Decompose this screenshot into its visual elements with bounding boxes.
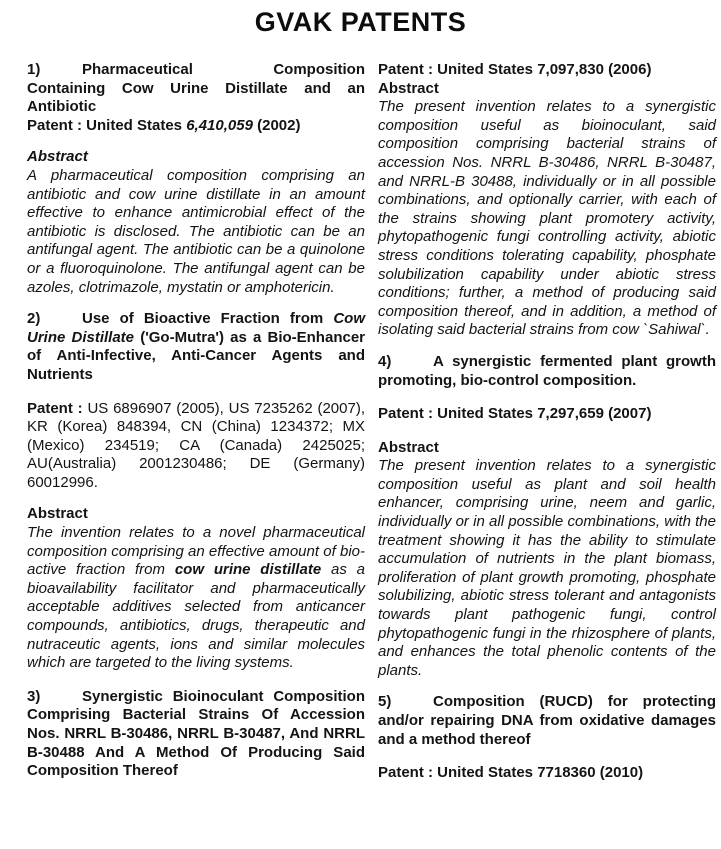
- entry-5-heading-text: Composition (RUCD) for protecting and/or repairing DNA from oxidative damages and a method thereof: [378, 693, 716, 748]
- entry-5-heading: [378, 693, 716, 749]
- entry-1-heading-text: Pharmaceutical Composition Containing Cow Urine Distillate and an Antibiotic: [27, 61, 365, 116]
- right-column: [378, 61, 716, 783]
- entry-3-heading-text: Synergistic Bioinoculant Composition Comprising Bacterial Strains Of Accession Nos. NRRL B-30486, NRRL B-30487, And NRRL B-30488 And A Method Of Producing Said Composition Thereof: [27, 687, 365, 780]
- entry-1-patent-line: [27, 117, 365, 136]
- entry-2-abstract-part-2: as a bioavailability facilitator and pharmaceutically acceptable additives selected from anticancer compounds, antibiotics, drugs, therapeutic and nutraceutic agents, ions and similar molecules which are targeted to the living systems.: [27, 561, 365, 672]
- entry-2-abstract-text: [27, 524, 365, 673]
- entry-2-patent-numbers: US 6896907 (2005), US 7235262 (2007), KR (Korea) 848394, CN (China) 1234372; MX (Mexico) 234519; CA (Canada) 2425025; AU(Australia) 2001230486; DE (Germany) 60012996.: [27, 399, 365, 491]
- entry-4-patent-line: Patent : United States 7,297,659 (2007): [378, 405, 652, 423]
- entry-1-heading: [27, 61, 365, 117]
- entry-1-abstract-label: Abstract: [27, 148, 88, 166]
- entry-2-heading-italic: Cow Urine Distillate: [27, 310, 365, 346]
- entry-4-heading-text: A synergistic fermented plant growth promoting, bio-control composition.: [378, 352, 716, 389]
- page-title: GVAK PATENTS: [254, 7, 467, 37]
- entry-1-patent-year: (2002): [252, 116, 301, 134]
- content-columns: [0, 38, 721, 783]
- entry-4-abstract-label: Abstract: [378, 438, 439, 456]
- entry-5-patent-line: Patent : United States 7718360 (2010): [378, 764, 644, 782]
- entry-1-patent-label: Patent : United States: [27, 116, 187, 134]
- entry-2-patent-label: Patent :: [27, 399, 88, 417]
- entry-4-heading: [378, 353, 716, 390]
- entry-3-heading: [27, 688, 365, 781]
- entry-2-abstract-label: Abstract: [27, 505, 88, 523]
- entry-2-heading-text-2: ('Go-Mutra') as a Bio-Enhancer of Anti-Infective, Anti-Cancer Agents and Nutrients: [27, 328, 365, 383]
- entry-1-abstract-text: A pharmaceutical composition comprising an antibiotic and cow urine distillate in an amount effective to enhance antimicrobial effect of the antibiotic is disclosed. The antibiotic can be an antifungal agent. The antibiotic can be a quinolone or a fluoroquinolone. The antifungal agent can be azoles, clotrimazole, mystatin or amphotericin.: [27, 166, 365, 296]
- entry-2-heading: [27, 310, 365, 384]
- left-column: [27, 61, 365, 783]
- entry-1-patent-number: 6,410,059: [186, 116, 253, 134]
- entry-2-heading-text-1: Use of Bioactive Fraction from: [82, 310, 334, 328]
- entry-3-patent-line: Patent : United States 7,097,830 (2006): [378, 61, 652, 78]
- entry-2-abstract-bold: cow urine distillate: [174, 561, 322, 579]
- entry-3-abstract-label: Abstract: [378, 79, 439, 97]
- entry-3-number: 3): [27, 687, 41, 705]
- entry-2-abstract-part-1: The invention relates to a novel pharmaceutical composition comprising an effective amount of bio-active fraction from: [27, 524, 365, 579]
- entry-2-patent-line: [27, 400, 365, 493]
- entry-1-number: 1): [27, 61, 41, 78]
- entry-4-abstract-text: The present invention relates to a synergistic composition useful as plant and soil health enhancer, comprising urine, neem and garlic, individually or in all possible combinations, with the treatment showing it has the ability to stimulate accumulation of nutrients in the plant biomass, proliferation of plant growth promoting, phosphate solubilizing, abiotic stress tolerant and antagonists towards plant pathogenic fungi, control phytopathogenic fungi in the rhizosphere of plants, and enhances the total phenolic contents of the plants.: [378, 457, 716, 679]
- entry-5-number: 5): [378, 693, 392, 711]
- entry-4-number: 4): [378, 352, 392, 370]
- entry-2-number: 2): [27, 310, 41, 328]
- entry-3-abstract-text: The present invention relates to a synergistic composition useful as bioinoculant, said composition comprising bacterial strains of accession Nos. NRRL B-30486, NRRL B-30487, and NRRL-B 30488, individually or in all possible combinations, and optionally carrier, with each of the strains showing plant promotery activity, phytopathogenic fungi controlling activity, abiotic stress conditions tolerating capability, phosphate solubilization capability under abiotic stress conditions; further, a method of producing said composition thereof, and in addition, a method of isolating said bacterial strains from cow `Sahiwal`.: [378, 98, 716, 339]
